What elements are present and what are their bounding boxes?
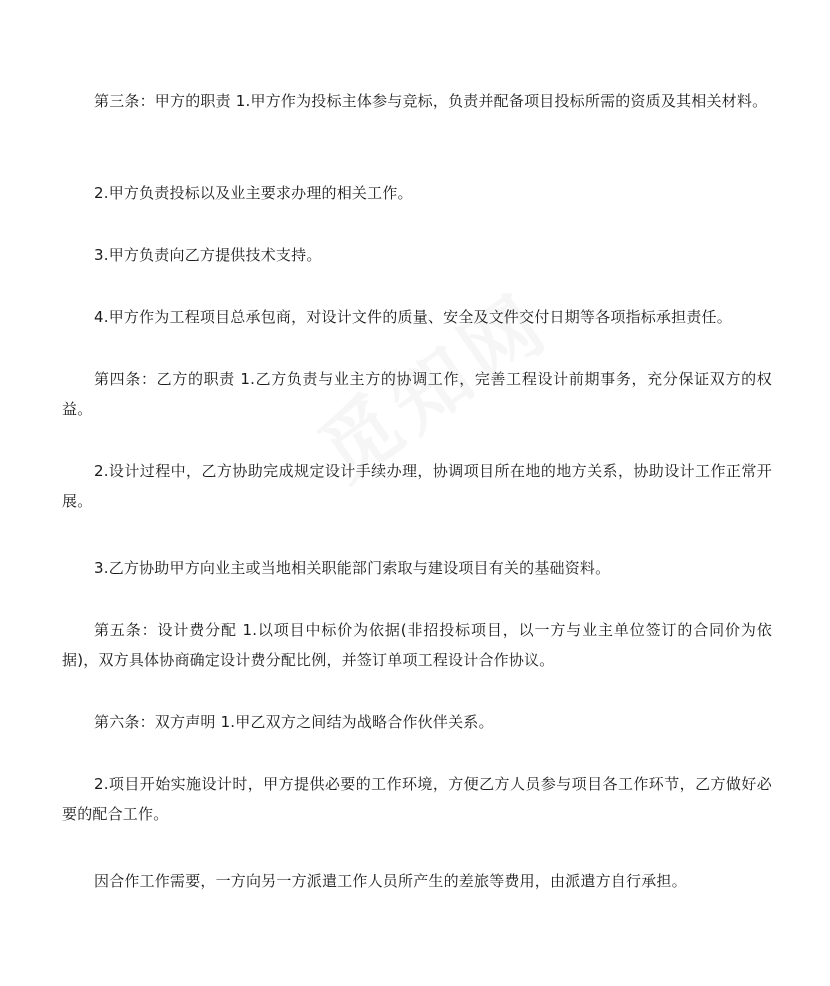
paragraph-article-6-intro: 第六条：双方声明 1.甲乙双方之间结为战略合作伙伴关系。	[94, 713, 494, 731]
paragraph-article-4-item-2: 2.设计过程中，乙方协助完成规定设计手续办理，协调项目所在地的地方关系，协助设计工作正常开展。	[62, 462, 772, 510]
paragraph-article-3-item-3: 3.甲方负责向乙方提供技术支持。	[94, 246, 322, 264]
paragraph-travel-expenses: 因合作工作需要，一方向另一方派遣工作人员所产生的差旅等费用，由派遣方自行承担。	[94, 872, 687, 890]
paragraph-article-5-intro: 第五条：设计费分配 1.以项目中标价为依据(非招投标项目，以一方与业主单位签订的合同价为依据)，双方具体协商确定设计费分配比例，并签订单项工程设计合作协议。	[62, 621, 772, 669]
paragraph-article-4-intro: 第四条：乙方的职责 1.乙方负责与业主方的协调工作，完善工程设计前期事务，充分保证双方的权益。	[62, 370, 772, 418]
paragraph-article-3-intro: 第三条：甲方的职责 1.甲方作为投标主体参与竞标，负责并配备项目投标所需的资质及其相关材料。	[94, 92, 768, 110]
paragraph-article-3-item-4: 4.甲方作为工程项目总承包商，对设计文件的质量、安全及文件交付日期等各项指标承担责任。	[94, 308, 732, 326]
paragraph-article-6-item-2: 2.项目开始实施设计时，甲方提供必要的工作环境，方便乙方人员参与项目各工作环节，乙方做好必要的配合工作。	[62, 775, 772, 823]
paragraph-article-4-item-3: 3.乙方协助甲方向业主或当地相关职能部门索取与建设项目有关的基础资料。	[94, 559, 611, 577]
paragraph-article-3-item-2: 2.甲方负责投标以及业主要求办理的相关工作。	[94, 184, 413, 202]
